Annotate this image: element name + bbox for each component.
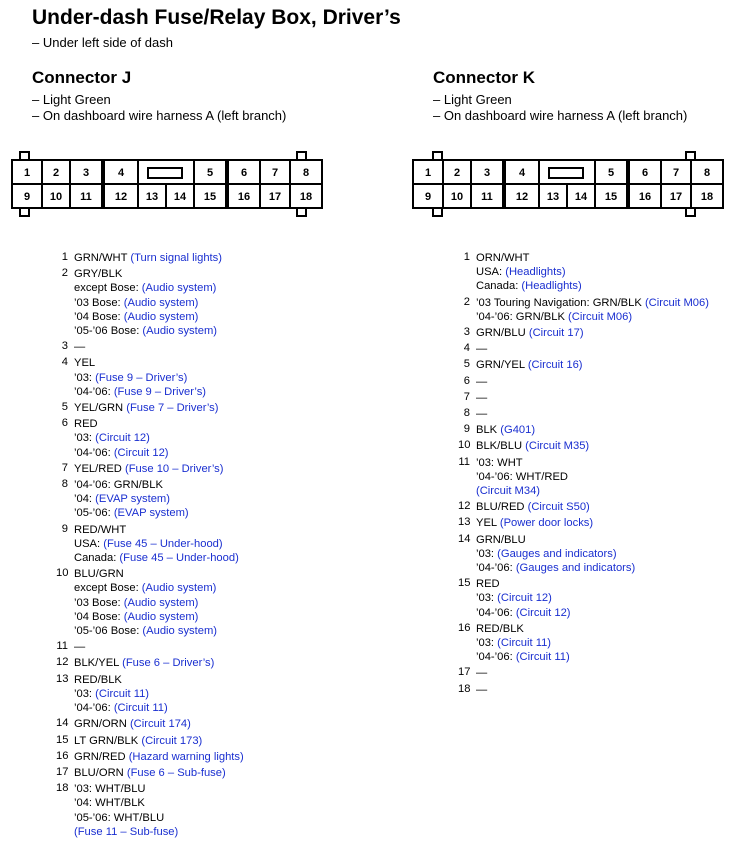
- pin-detail-line: [74, 523, 244, 537]
- wire-text: RED: [74, 418, 98, 431]
- wire-text: ’04:: [74, 493, 96, 506]
- wire-text: —: [476, 375, 488, 388]
- pin-number: 10: [56, 567, 69, 580]
- wire-text: except Bose:: [74, 582, 142, 595]
- circuit-link[interactable]: (Circuit 11): [497, 637, 552, 650]
- pin-label: 7: [271, 167, 279, 179]
- wire-text: RED/BLK: [74, 673, 122, 686]
- pin-entry: [458, 251, 709, 294]
- pin-detail-line: [476, 666, 709, 680]
- pin-entry: [56, 356, 244, 399]
- circuit-link[interactable]: (Fuse 7 – Driver’s): [126, 402, 219, 415]
- pin-label: 4: [117, 167, 125, 179]
- pin-number: 1: [463, 251, 470, 263]
- pin-detail-line: [74, 537, 244, 551]
- pin-number: 7: [61, 461, 68, 474]
- pin-detail-line: [74, 596, 244, 610]
- connector-k-note: – On dashboard wire harness A (left branch): [433, 108, 688, 123]
- circuit-link[interactable]: (Circuit 12): [113, 446, 169, 459]
- pin-detail-line: [74, 656, 244, 670]
- page-title: Under-dash Fuse/Relay Box, Driver’s: [32, 6, 401, 29]
- pin-detail-line: [74, 624, 244, 638]
- pin-detail-line: [74, 701, 244, 715]
- pin-label: 10: [450, 191, 464, 203]
- wire-text: GRN/BLU: [476, 533, 526, 546]
- wire-text: ’03 Bose:: [74, 296, 124, 309]
- wire-text: YEL: [74, 357, 96, 370]
- pin-detail-line: [74, 417, 244, 431]
- pin-label: 2: [52, 167, 60, 179]
- circuit-link[interactable]: (Audio system): [142, 625, 218, 638]
- pin-label: 14: [574, 191, 588, 203]
- wire-text: LT GRN/BLK: [74, 734, 142, 747]
- pin-label: 18: [299, 191, 313, 203]
- pin-number: 10: [458, 439, 471, 452]
- connector-j-diagram: [10, 150, 325, 220]
- pin-entry: [458, 296, 709, 324]
- pin-entry: [56, 478, 244, 521]
- connector-j-pin-list: [56, 251, 244, 841]
- circuit-link[interactable]: (Circuit 11): [95, 687, 150, 700]
- pin-detail-line: [476, 470, 709, 484]
- wire-text: —: [74, 641, 86, 654]
- pin-entry: [458, 533, 709, 576]
- pin-number: 13: [56, 672, 69, 685]
- pin-label: 8: [302, 167, 310, 179]
- circuit-link[interactable]: (Circuit 12): [497, 592, 552, 605]
- pin-detail-line: [476, 310, 709, 324]
- pin-label: 11: [80, 191, 92, 203]
- pin-entry: [56, 766, 244, 780]
- circuit-link[interactable]: (Audio system): [123, 610, 199, 623]
- wire-text: ’05-’06 Bose:: [74, 325, 143, 338]
- circuit-link[interactable]: (Gauges and indicators): [515, 562, 636, 575]
- pin-detail-line: [74, 734, 244, 748]
- circuit-link[interactable]: (Fuse 6 – Sub-fuse): [126, 766, 226, 779]
- wire-text: RED/WHT: [74, 523, 127, 536]
- wire-text: Canada:: [74, 552, 120, 565]
- pin-entry: [56, 251, 244, 265]
- pin-number: 4: [463, 342, 470, 355]
- pin-label: 11: [481, 191, 493, 203]
- wire-text: GRN/BLU: [476, 327, 529, 340]
- circuit-link[interactable]: (Circuit M06): [644, 296, 709, 309]
- pin-number: 2: [463, 295, 470, 308]
- pin-detail-line: [74, 551, 244, 565]
- pin-label: 17: [268, 191, 282, 203]
- circuit-link[interactable]: (Turn signal lights): [130, 252, 222, 264]
- pin-detail-line: [476, 407, 709, 421]
- wire-text: GRN/WHT: [74, 252, 131, 264]
- pin-label: 6: [641, 167, 649, 179]
- wire-text: YEL: [476, 517, 500, 530]
- pin-label: 13: [546, 191, 560, 203]
- connector-j-title: Connector J: [32, 68, 132, 87]
- wire-text: BLK: [476, 424, 501, 437]
- wire-text: USA:: [74, 537, 104, 550]
- wire-text: ’03:: [74, 687, 96, 700]
- pin-detail-line: [476, 516, 709, 530]
- pin-detail-line: [476, 358, 709, 372]
- wire-text: —: [476, 408, 488, 421]
- pin-entry: [458, 456, 709, 499]
- pin-entry: [56, 340, 244, 354]
- pin-entry: [56, 462, 244, 476]
- pin-entry: [56, 267, 244, 338]
- pin-number: 5: [61, 401, 68, 414]
- pin-detail-line: [74, 687, 244, 701]
- pin-number: 12: [458, 500, 471, 513]
- pin-number: 1: [61, 251, 68, 263]
- pin-detail-line: [74, 673, 244, 687]
- pin-detail-line: [476, 622, 709, 636]
- pin-number: 14: [458, 532, 471, 545]
- circuit-link[interactable]: (Audio system): [123, 310, 199, 323]
- pin-detail-line: [74, 811, 244, 825]
- wire-text: ’05-’06:: [74, 507, 114, 520]
- pin-label: 15: [604, 191, 618, 203]
- connector-k-diagram: [411, 150, 726, 220]
- circuit-link[interactable]: (Audio system): [123, 296, 199, 309]
- wire-text: BLU/ORN: [74, 766, 127, 779]
- pin-label: 3: [483, 167, 491, 179]
- pin-detail-line: [74, 310, 244, 324]
- pin-entry: [458, 407, 709, 421]
- circuit-link[interactable]: (Fuse 9 – Driver’s): [95, 371, 188, 384]
- wire-text: ORN/WHT: [476, 252, 530, 264]
- circuit-link[interactable]: (Audio system): [141, 582, 217, 595]
- pin-label: 16: [237, 191, 251, 203]
- wire-text: ’03:: [476, 637, 498, 650]
- wire-text: GRN/ORN: [74, 718, 130, 731]
- wire-text: ’03:: [74, 371, 96, 384]
- circuit-link[interactable]: (Hazard warning lights): [128, 750, 244, 763]
- wire-text: GRN/YEL: [476, 359, 528, 372]
- wire-text: BLU/GRN: [74, 568, 124, 581]
- pin-detail-line: [74, 640, 244, 654]
- wire-text: ’03:: [476, 592, 498, 605]
- pin-number: 6: [463, 374, 470, 387]
- pin-number: 8: [61, 478, 68, 491]
- pin-detail-line: [476, 279, 709, 293]
- wire-text: GRY/BLK: [74, 268, 123, 281]
- circuit-link[interactable]: (Circuit 17): [528, 327, 584, 340]
- wire-text: ’04 Bose:: [74, 310, 124, 323]
- pin-number: 17: [56, 765, 69, 778]
- wire-text: GRN/RED: [74, 750, 129, 763]
- wire-text: ’05-’06: WHT/BLU: [74, 811, 165, 824]
- circuit-link[interactable]: (Circuit M06): [568, 310, 633, 323]
- pin-entry: [56, 734, 244, 748]
- pin-number: 9: [463, 423, 470, 436]
- pin-detail-line: [74, 401, 244, 415]
- pin-label: 10: [49, 191, 63, 203]
- pin-detail-line: [476, 456, 709, 470]
- circuit-link[interactable]: (Power door locks): [499, 517, 594, 530]
- wire-text: —: [476, 391, 488, 404]
- circuit-link[interactable]: (Circuit 11): [113, 702, 168, 715]
- wire-text: ’05-’06 Bose:: [74, 625, 143, 638]
- wire-text: ’04 Bose:: [74, 610, 124, 623]
- pin-entry: [458, 622, 709, 665]
- pin-detail-line: [74, 462, 244, 476]
- circuit-link[interactable]: (Circuit 173): [141, 734, 203, 747]
- circuit-link[interactable]: (Fuse 6 – Driver’s): [122, 657, 215, 670]
- pin-detail-line: [476, 375, 709, 389]
- pin-label: 18: [700, 191, 714, 203]
- wire-text: —: [476, 683, 488, 696]
- wire-text: ’04-’06:: [74, 702, 114, 715]
- circuit-link[interactable]: (Fuse 11 – Sub-fuse): [74, 825, 179, 838]
- pin-detail-line: [476, 683, 709, 697]
- circuit-link[interactable]: (Circuit M34): [476, 485, 541, 498]
- wire-text: ’04-’06:: [476, 606, 516, 619]
- pin-detail-line: [476, 547, 709, 561]
- pin-detail-line: [74, 610, 244, 624]
- pin-detail-line: [476, 391, 709, 405]
- circuit-link[interactable]: (Circuit 174): [129, 718, 191, 731]
- pin-detail-line: [476, 606, 709, 620]
- pin-entry: [56, 401, 244, 415]
- wire-text: —: [74, 341, 86, 354]
- pin-detail-line: [476, 423, 709, 437]
- wire-text: ’04-’06:: [476, 562, 516, 575]
- circuit-link[interactable]: (Circuit M35): [525, 440, 590, 453]
- pin-detail-line: [74, 267, 244, 281]
- pin-detail-line: [476, 265, 709, 279]
- wire-text: ’04-’06: GRN/BLK: [476, 310, 569, 323]
- pin-detail-line: [74, 717, 244, 731]
- pin-number: 14: [56, 717, 69, 730]
- wire-text: ’03 Bose:: [74, 596, 124, 609]
- pin-label: 5: [206, 167, 214, 179]
- pin-number: 9: [61, 522, 68, 535]
- pin-label: 16: [638, 191, 652, 203]
- pin-label: 6: [240, 167, 248, 179]
- pin-number: 5: [463, 358, 470, 371]
- wire-text: ’03:: [74, 432, 96, 445]
- circuit-link[interactable]: (Circuit 11): [515, 651, 570, 664]
- connector-k-note: – Light Green: [433, 92, 512, 107]
- pin-label: 5: [607, 167, 615, 179]
- circuit-link[interactable]: (Circuit 12): [515, 606, 571, 619]
- wire-text: BLU/RED: [476, 501, 528, 514]
- pin-label: 2: [453, 167, 461, 179]
- pin-detail-line: [476, 533, 709, 547]
- pin-detail-line: [476, 342, 709, 356]
- pin-number: 15: [56, 733, 69, 746]
- pin-entry: [56, 417, 244, 460]
- circuit-link[interactable]: (Circuit 12): [95, 432, 150, 445]
- pin-entry: [56, 523, 244, 566]
- pin-number: 16: [458, 621, 471, 634]
- wire-text: ’03: WHT: [476, 456, 523, 469]
- pin-number: 11: [458, 455, 470, 468]
- circuit-link[interactable]: (Headlights): [505, 266, 566, 279]
- pin-number: 3: [463, 326, 470, 339]
- pin-number: 3: [61, 340, 68, 353]
- pin-detail-line: [74, 371, 244, 385]
- pin-entry: [458, 326, 709, 340]
- pin-label: 4: [518, 167, 526, 179]
- pin-detail-line: [74, 446, 244, 460]
- wire-text: RED/BLK: [476, 622, 524, 635]
- wire-text: ’04-’06:: [74, 446, 114, 459]
- pin-detail-line: [74, 251, 244, 265]
- pin-entry: [458, 423, 709, 437]
- wire-text: RED: [476, 578, 500, 591]
- wire-text: Canada:: [476, 280, 522, 293]
- wire-text: except Bose:: [74, 282, 142, 295]
- pin-detail-line: [74, 750, 244, 764]
- pin-label: 13: [145, 191, 159, 203]
- pin-detail-line: [476, 484, 709, 498]
- pin-entry: [458, 439, 709, 453]
- pin-number: 13: [458, 516, 471, 529]
- pin-entry: [56, 750, 244, 764]
- pin-detail-line: [74, 340, 244, 354]
- pin-entry: [458, 577, 709, 620]
- wire-text: ’04-’06:: [476, 651, 516, 664]
- pin-number: 2: [61, 267, 68, 280]
- pin-detail-line: [476, 577, 709, 591]
- pin-number: 16: [56, 749, 69, 762]
- pin-label: 12: [114, 191, 128, 203]
- pin-number: 7: [463, 390, 470, 403]
- wire-text: ’04-’06: GRN/BLK: [74, 479, 163, 492]
- wire-text: YEL/RED: [74, 462, 125, 475]
- pin-number: 6: [61, 417, 68, 430]
- wire-text: ’03:: [476, 547, 498, 560]
- pin-detail-line: [74, 766, 244, 780]
- wire-text: ’04-’06: WHT/RED: [476, 470, 569, 483]
- wire-text: BLK/YEL: [74, 657, 123, 670]
- pin-entry: [458, 500, 709, 514]
- pin-label: 8: [703, 167, 711, 179]
- circuit-link[interactable]: (G401): [500, 424, 536, 437]
- pin-detail-line: [476, 650, 709, 664]
- pin-detail-line: [476, 591, 709, 605]
- circuit-link[interactable]: (Gauges and indicators): [497, 547, 617, 560]
- wire-text: —: [476, 667, 488, 680]
- pin-entry: [458, 342, 709, 356]
- pin-label: 9: [23, 191, 31, 203]
- pin-entry: [56, 717, 244, 731]
- pin-entry: [458, 683, 709, 697]
- pin-detail-line: [476, 561, 709, 575]
- pin-entry: [56, 640, 244, 654]
- pin-detail-line: [74, 782, 244, 796]
- circuit-link[interactable]: (Fuse 10 – Driver’s): [124, 462, 224, 475]
- pin-number: 11: [56, 640, 68, 653]
- pin-label: 1: [23, 167, 31, 179]
- wire-text: ’04: WHT/BLK: [74, 797, 145, 810]
- wire-text: YEL/GRN: [74, 402, 127, 415]
- pin-label: 14: [173, 191, 187, 203]
- circuit-link[interactable]: (EVAP system): [113, 507, 189, 520]
- pin-detail-line: [74, 324, 244, 338]
- pin-detail-line: [74, 296, 244, 310]
- pin-detail-line: [476, 296, 709, 310]
- pin-entry: [56, 567, 244, 638]
- pin-detail-line: [74, 796, 244, 810]
- circuit-link[interactable]: (Fuse 45 – Under-hood): [103, 537, 223, 550]
- pin-detail-line: [74, 581, 244, 595]
- circuit-link[interactable]: (Audio system): [141, 282, 217, 295]
- pin-detail-line: [74, 431, 244, 445]
- pin-number: 4: [61, 356, 68, 369]
- wire-text: —: [476, 343, 488, 356]
- connector-j-note: – On dashboard wire harness A (left branch): [32, 108, 287, 123]
- circuit-link[interactable]: (Headlights): [521, 280, 582, 293]
- pin-number: 15: [458, 577, 471, 590]
- pin-detail-line: [74, 567, 244, 581]
- pin-detail-line: [476, 636, 709, 650]
- pin-number: 18: [458, 682, 471, 695]
- pin-detail-line: [476, 500, 709, 514]
- pin-detail-line: [74, 492, 244, 506]
- pin-detail-line: [74, 356, 244, 370]
- pin-detail-line: [476, 439, 709, 453]
- pin-number: 18: [56, 782, 69, 795]
- circuit-link[interactable]: (EVAP system): [95, 493, 170, 506]
- pin-entry: [458, 516, 709, 530]
- pin-entry: [458, 391, 709, 405]
- pin-label: 7: [672, 167, 680, 179]
- pin-label: 9: [424, 191, 432, 203]
- pin-label: 15: [203, 191, 217, 203]
- wire-text: USA:: [476, 266, 506, 279]
- pin-detail-line: [74, 825, 244, 839]
- circuit-link[interactable]: (Circuit 16): [527, 359, 583, 372]
- pin-entry: [458, 375, 709, 389]
- pin-entry: [56, 782, 244, 839]
- wire-text: BLK/BLU: [476, 440, 526, 453]
- pin-detail-line: [74, 281, 244, 295]
- pin-number: 12: [56, 656, 69, 669]
- circuit-link[interactable]: (Audio system): [142, 325, 218, 338]
- connector-k-title: Connector K: [433, 68, 535, 87]
- page-subtitle: – Under left side of dash: [32, 35, 173, 50]
- wire-text: ’03 Touring Navigation: GRN/BLK: [476, 296, 645, 309]
- circuit-link[interactable]: (Circuit S50): [527, 501, 590, 514]
- pin-detail-line: [74, 478, 244, 492]
- circuit-link[interactable]: (Fuse 45 – Under-hood): [119, 552, 239, 565]
- pin-detail-line: [74, 506, 244, 520]
- connector-j-note: – Light Green: [32, 92, 111, 107]
- pin-entry: [56, 656, 244, 670]
- wire-text: ’03: WHT/BLU: [74, 783, 146, 796]
- pin-detail-line: [74, 385, 244, 399]
- wire-text: ’04-’06:: [74, 385, 114, 398]
- connector-k-pin-list: [458, 251, 709, 699]
- pin-detail-line: [476, 326, 709, 340]
- pin-label: 12: [515, 191, 529, 203]
- pin-detail-line: [476, 251, 709, 265]
- pin-number: 8: [463, 407, 470, 420]
- pin-entry: [458, 358, 709, 372]
- circuit-link[interactable]: (Fuse 9 – Driver’s): [113, 385, 207, 398]
- pin-entry: [458, 666, 709, 680]
- pin-label: 1: [424, 167, 432, 179]
- pin-label: 3: [82, 167, 90, 179]
- pin-entry: [56, 673, 244, 716]
- pin-number: 17: [458, 666, 471, 679]
- pin-label: 17: [669, 191, 683, 203]
- circuit-link[interactable]: (Audio system): [123, 596, 199, 609]
